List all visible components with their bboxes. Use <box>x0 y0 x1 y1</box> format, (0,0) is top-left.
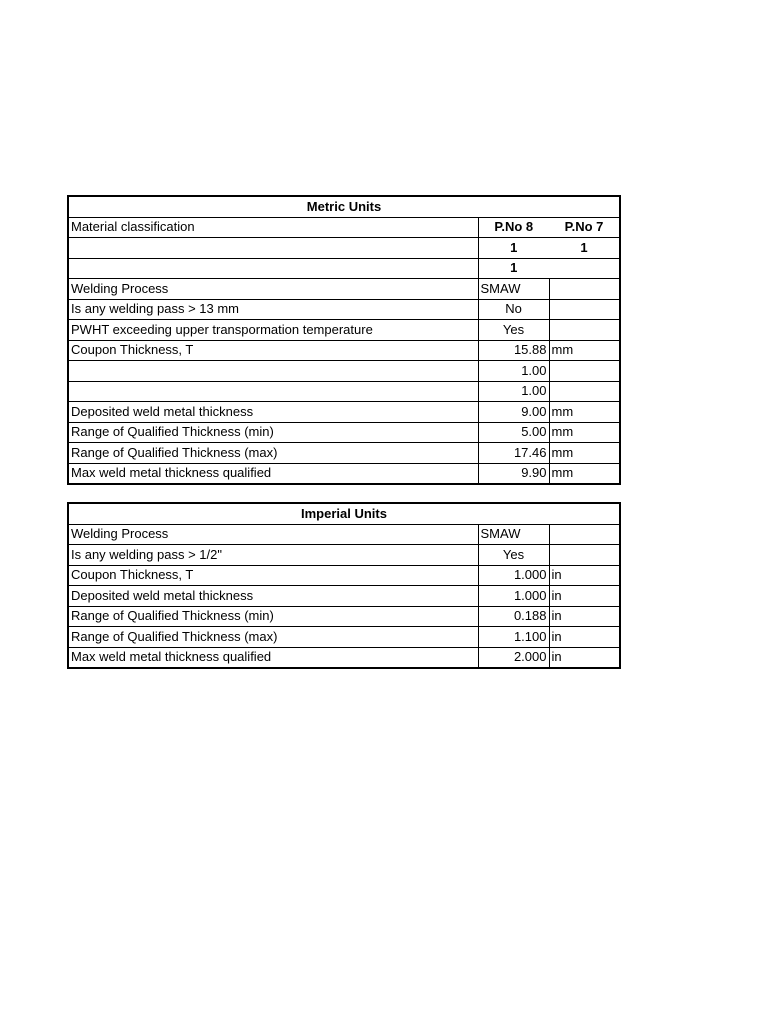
imperial-row-value: 2.000 <box>478 647 549 668</box>
metric-row-unit: mm <box>549 422 620 443</box>
metric-row-value: 9.00 <box>478 402 549 423</box>
material-classification-label: Material classification <box>68 217 478 238</box>
pno-a-header: P.No 8 <box>478 217 549 238</box>
metric-row-value: 9.90 <box>478 463 549 484</box>
metric-row-label <box>68 361 478 382</box>
imperial-row-label: Range of Qualified Thickness (max) <box>68 627 478 648</box>
imperial-row-label: Range of Qualified Thickness (min) <box>68 606 478 627</box>
imperial-row-value: 1.000 <box>478 586 549 607</box>
imperial-row-value: Yes <box>478 545 549 566</box>
imperial-row-unit: in <box>551 649 562 665</box>
metric-row <box>68 381 620 402</box>
imperial-row <box>68 565 620 586</box>
metric-row-value: 1.00 <box>478 361 549 382</box>
imperial-units-title: Imperial Units <box>68 503 620 524</box>
metric-row-value: 15.88 <box>478 340 549 361</box>
metric-units-title: Metric Units <box>68 196 620 217</box>
imperial-row-value: 1.000 <box>478 565 549 586</box>
group-a-value: 1 <box>478 238 549 259</box>
metric-row-label: Range of Qualified Thickness (max) <box>68 443 478 464</box>
metric-row <box>68 320 620 341</box>
metric-row-value: 1.00 <box>478 381 549 402</box>
imperial-row-unit: in <box>549 565 620 586</box>
imperial-row-value: 1.100 <box>478 627 549 648</box>
imperial-row <box>68 627 620 648</box>
extra-group-label <box>68 258 478 279</box>
metric-row-label: Max weld metal thickness qualified <box>68 463 478 484</box>
imperial-row-unit: in <box>549 606 620 627</box>
metric-row <box>68 361 620 382</box>
metric-row-unit: mm <box>549 340 620 361</box>
imperial-row-label: Is any welding pass > 1/2" <box>68 545 478 566</box>
metric-row <box>68 299 620 320</box>
pno-b-header: P.No 7 <box>549 217 620 238</box>
extra-group-empty <box>549 258 620 279</box>
imperial-row-unit <box>549 524 620 545</box>
metric-row-value: Yes <box>478 320 549 341</box>
imperial-row-label: Max weld metal thickness qualified <box>68 647 478 668</box>
group-number-label <box>68 238 478 259</box>
metric-row-unit <box>549 361 620 382</box>
metric-row-label: Is any welding pass > 13 mm <box>68 299 478 320</box>
metric-row-value: SMAW <box>478 279 549 300</box>
metric-row-unit <box>549 381 620 402</box>
metric-row-unit <box>549 279 620 300</box>
imperial-row-label: Welding Process <box>68 524 478 545</box>
metric-row <box>68 422 620 443</box>
metric-row <box>68 443 620 464</box>
metric-row <box>68 340 620 361</box>
metric-row <box>68 279 620 300</box>
imperial-title-row <box>68 503 620 524</box>
metric-row-unit <box>549 320 620 341</box>
metric-row-value: 5.00 <box>478 422 549 443</box>
metric-title-row <box>68 196 620 217</box>
imperial-row <box>68 606 620 627</box>
metric-row <box>68 463 620 484</box>
metric-row-unit <box>549 299 620 320</box>
metric-row-label: Coupon Thickness, T <box>68 340 478 361</box>
metric-row-label: Welding Process <box>68 279 478 300</box>
imperial-row <box>68 647 620 668</box>
imperial-units-table <box>67 502 621 669</box>
metric-row-unit: mm <box>551 465 574 481</box>
imperial-row-label: Coupon Thickness, T <box>68 565 478 586</box>
metric-row-label: Range of Qualified Thickness (min) <box>68 422 478 443</box>
metric-row-label <box>68 381 478 402</box>
imperial-row <box>68 524 620 545</box>
extra-group-row <box>68 258 620 279</box>
metric-row <box>68 402 620 423</box>
imperial-row-unit: in <box>549 627 620 648</box>
imperial-row-value: 0.188 <box>478 606 549 627</box>
group-b-value: 1 <box>549 238 620 259</box>
extra-group-value: 1 <box>478 258 549 279</box>
metric-row-label: PWHT exceeding upper transpormation temperature <box>68 320 478 341</box>
imperial-row <box>68 545 620 566</box>
metric-row-unit: mm <box>549 402 620 423</box>
group-number-row <box>68 238 620 259</box>
metric-units-table <box>67 195 621 485</box>
imperial-row-unit: in <box>549 586 620 607</box>
imperial-row-label: Deposited weld metal thickness <box>68 586 478 607</box>
metric-row-unit: mm <box>549 443 620 464</box>
imperial-row <box>68 586 620 607</box>
imperial-row-unit <box>549 545 620 566</box>
metric-row-label: Deposited weld metal thickness <box>68 402 478 423</box>
metric-row-value: No <box>478 299 549 320</box>
imperial-row-value: SMAW <box>478 524 549 545</box>
material-classification-row <box>68 217 620 238</box>
metric-row-value: 17.46 <box>478 443 549 464</box>
